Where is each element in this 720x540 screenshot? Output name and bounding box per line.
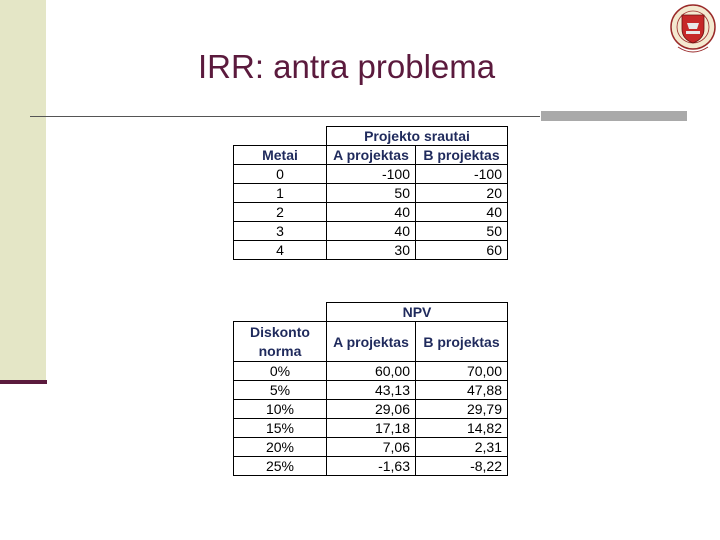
project-a-cell: 43,13 <box>327 381 416 400</box>
project-b-cell: 60 <box>416 241 508 260</box>
discount-rate-cell: 25% <box>234 457 327 476</box>
table-row <box>234 400 508 419</box>
university-seal-icon <box>668 3 718 58</box>
discount-rate-cell: 0% <box>234 362 327 381</box>
project-b-cell: 20 <box>416 184 508 203</box>
column-header-project-b: B projektas <box>416 146 508 165</box>
table-row <box>234 362 508 381</box>
table-row <box>234 184 508 203</box>
column-header-year: Metai <box>234 146 327 165</box>
empty-cell <box>234 303 327 322</box>
column-header-project-b: B projektas <box>416 322 508 362</box>
project-b-cell: 70,00 <box>416 362 508 381</box>
year-cell: 0 <box>234 165 327 184</box>
column-header-discount-rate: Diskonto norma <box>234 322 327 362</box>
year-cell: 4 <box>234 241 327 260</box>
table-row <box>234 419 508 438</box>
discount-rate-cell: 15% <box>234 419 327 438</box>
project-a-cell: 40 <box>327 203 416 222</box>
table-row <box>234 457 508 476</box>
project-b-cell: 40 <box>416 203 508 222</box>
project-b-cell: 29,79 <box>416 400 508 419</box>
discount-rate-cell: 5% <box>234 381 327 400</box>
npv-group-header: NPV <box>327 303 508 322</box>
project-b-cell: 47,88 <box>416 381 508 400</box>
table-group-header-row <box>234 303 508 322</box>
project-b-cell: 50 <box>416 222 508 241</box>
table-row <box>234 241 508 260</box>
project-b-cell: -100 <box>416 165 508 184</box>
year-cell: 3 <box>234 222 327 241</box>
year-cell: 1 <box>234 184 327 203</box>
project-a-cell: 40 <box>327 222 416 241</box>
project-b-cell: -8,22 <box>416 457 508 476</box>
table-row <box>234 381 508 400</box>
year-cell: 2 <box>234 203 327 222</box>
table-group-header-row <box>234 127 508 146</box>
column-header-project-a: A projektas <box>327 146 416 165</box>
project-a-cell: 7,06 <box>327 438 416 457</box>
project-a-cell: -100 <box>327 165 416 184</box>
column-header-project-a: A projektas <box>327 322 416 362</box>
table-header-row <box>234 322 508 362</box>
title-divider <box>30 116 540 117</box>
table-row <box>234 165 508 184</box>
project-a-cell: 50 <box>327 184 416 203</box>
project-b-cell: 14,82 <box>416 419 508 438</box>
cash-flow-table <box>233 126 508 260</box>
empty-cell <box>234 127 327 146</box>
project-a-cell: 29,06 <box>327 400 416 419</box>
project-b-cell: 2,31 <box>416 438 508 457</box>
discount-rate-cell: 20% <box>234 438 327 457</box>
side-bar-accent <box>0 380 47 384</box>
project-a-cell: -1,63 <box>327 457 416 476</box>
table-header-row <box>234 146 508 165</box>
slide-title: IRR: antra problema <box>198 48 496 85</box>
project-a-cell: 60,00 <box>327 362 416 381</box>
table-row <box>234 438 508 457</box>
decorative-side-bar <box>0 0 46 380</box>
table-row <box>234 203 508 222</box>
cash-flow-group-header: Projekto srautai <box>327 127 508 146</box>
title-divider-accent <box>541 111 687 121</box>
npv-table <box>233 302 508 476</box>
discount-rate-cell: 10% <box>234 400 327 419</box>
project-a-cell: 30 <box>327 241 416 260</box>
project-a-cell: 17,18 <box>327 419 416 438</box>
table-row <box>234 222 508 241</box>
